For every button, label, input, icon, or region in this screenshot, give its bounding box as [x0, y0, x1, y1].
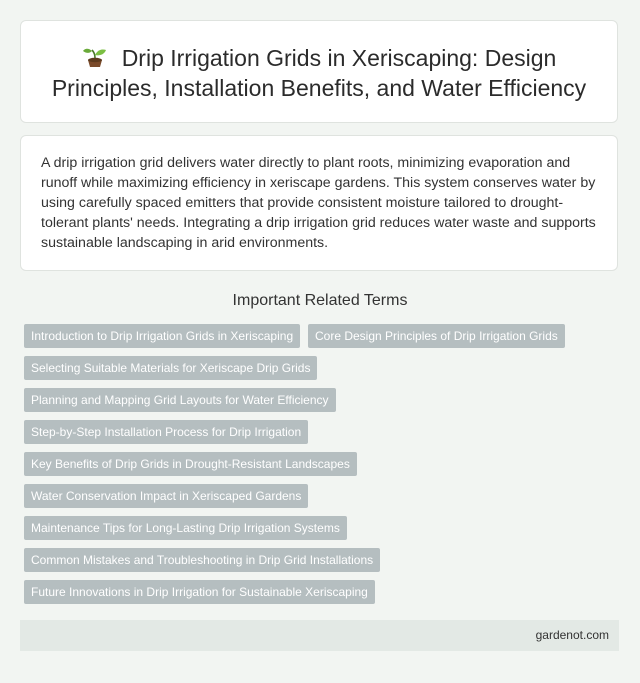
related-term-tag[interactable]: Water Conservation Impact in Xeriscaped Gardens — [24, 484, 308, 508]
related-term-tag[interactable]: Selecting Suitable Materials for Xeriscape Drip Grids — [24, 356, 317, 380]
related-term-tag[interactable]: Maintenance Tips for Long-Lasting Drip Irrigation Systems — [24, 516, 347, 540]
page-title — [21, 43, 617, 103]
related-term-tag[interactable]: Future Innovations in Drip Irrigation for Sustainable Xeriscaping — [24, 580, 375, 604]
related-term-tag[interactable]: Core Design Principles of Drip Irrigation Grids — [308, 324, 565, 348]
summary-text: A drip irrigation grid delivers water directly to plant roots, minimizing evaporation and runoff while maximizing efficiency in xeriscape gardens. This system conserves water by using carefully spaced emitters that provide consistent moisture tailored to drought-tolerant plants' needs. Integrating a drip irrigation grid reduces water waste and supports sustainable landscaping in arid environments. — [41, 155, 596, 251]
related-term-tag[interactable]: Planning and Mapping Grid Layouts for Water Efficiency — [24, 388, 336, 412]
related-terms-heading: Important Related Terms — [232, 292, 408, 309]
sprout-icon — [82, 46, 108, 68]
related-term-tag[interactable]: Common Mistakes and Troubleshooting in Drip Grid Installations — [24, 548, 380, 572]
footer — [20, 620, 619, 651]
related-term-tag[interactable]: Introduction to Drip Irrigation Grids in Xeriscaping — [24, 324, 300, 348]
footer-site-link[interactable]: gardenot.com — [535, 628, 609, 642]
related-term-tag[interactable]: Key Benefits of Drip Grids in Drought-Resistant Landscapes — [24, 452, 357, 476]
title-card — [20, 20, 618, 123]
summary-card — [20, 135, 618, 271]
related-term-tag[interactable]: Step-by-Step Installation Process for Drip Irrigation — [24, 420, 308, 444]
page-title-text: Drip Irrigation Grids in Xeriscaping: Design Principles, Installation Benefits, and Water Efficiency — [51, 45, 587, 101]
